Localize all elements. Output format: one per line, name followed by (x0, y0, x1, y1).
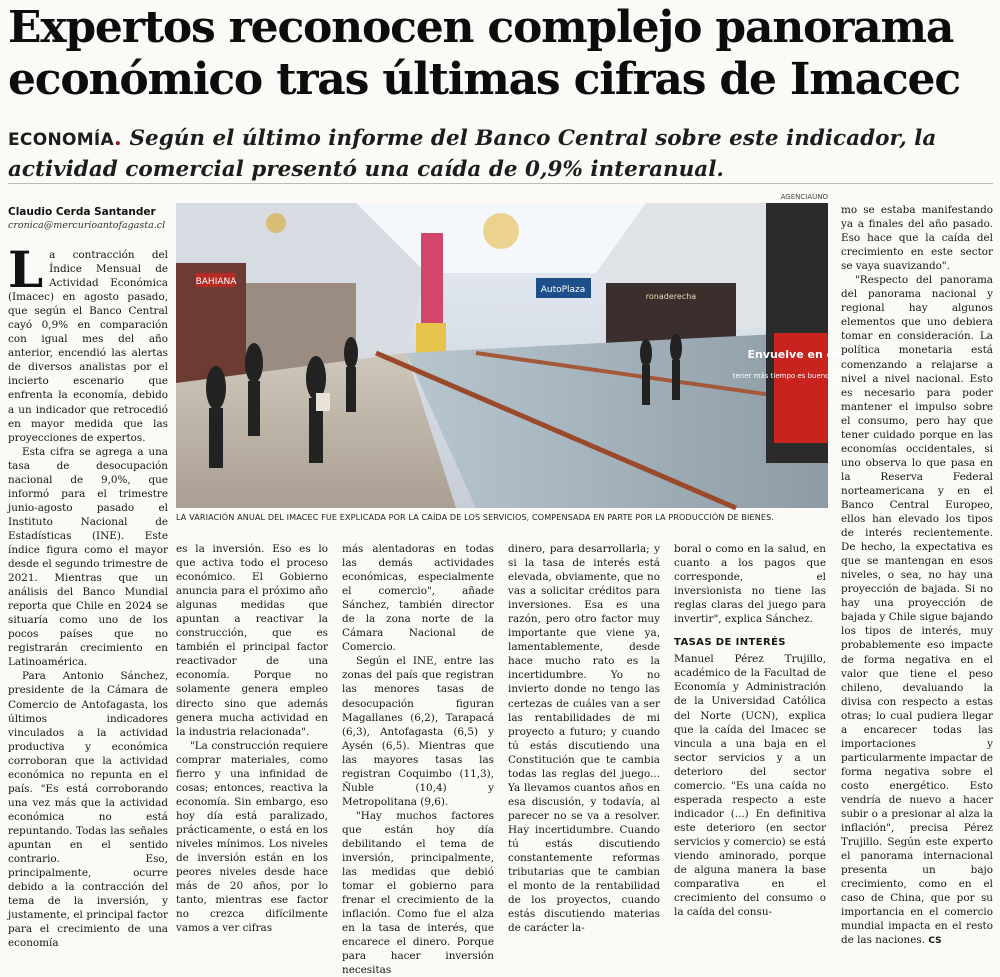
drop-cap: L (8, 240, 44, 299)
paragraph: La contracción del Índice Mensual de Actividad Económica (Imacec) en agosto pasado, que según el Banco Central cayó 0,9% en comparación con igual mes del año anterior, encendió las alertas de diversos analistas por el incierto escenario que enfrenta la economía, debido a un indicador que retrocedió en mayor medida que las proyecciones de expertos. (8, 240, 168, 444)
store-sign-3: ronaderecha (645, 292, 697, 301)
deck (8, 124, 993, 184)
store-sign-2: AutoPlaza (540, 285, 586, 295)
end-mark: CS (928, 936, 942, 947)
paragraph: mo se estaba manifestando ya a finales del año pasado. Eso hace que la caída del crecimiento en este sector se vaya suavizando". (841, 204, 993, 273)
column-2 (176, 542, 328, 935)
paragraph: "La construcción requiere comprar materiales, como fierro y una infinidad de cosas; entonces, reactiva la economía. Sin embargo, eso hoy día está paralizado, prácticamente, o está en los niveles mínimos. Los niveles de inversión están en los peores niveles desde hace más de 20 años, por lo tanto, mientras ese factor no crezca difícilmente vamos a ver cifras (176, 739, 328, 935)
banner-text: Envuelve en casa (747, 348, 855, 361)
column-1 (8, 240, 168, 950)
author-email: cronica@mercurioantofagasta.cl (8, 220, 166, 231)
paragraph: es la inversión. Eso es lo que activa todo el proceso económico. El Gobierno anuncia para el próximo año algunas medidas que apuntan a reactivar la construcción, que es también el principal factor reactivador de una economía. Porque no solamente genera empleo directo sino que además genera mucha actividad en la industria relacionada". (176, 543, 328, 738)
paragraph: Manuel Pérez Trujillo, académico de la Facultad de Economía y Administración de la Universidad Católica del Norte (UCN), explica que la caída del Imacec se vincula a una baja en el sector servicios y a un deterioro del sector comercio. "Es una caída no esperada respecto a este indicador (...) En definitiva este deterioro (en sector servicios y comercio) se está viendo aminorado, porque de alguna manera la base comparativa en el crecimiento del consumo o la caída del consu- (674, 653, 826, 919)
photo-caption: LA VARIACIÓN ANUAL DEL IMACEC FUE EXPLICADA POR LA CAÍDA DE LOS SERVICIOS, COMPENSADA EN PARTE POR LA PRODUCCIÓN DE BIENES. (176, 512, 775, 522)
store-sign-1: BAHIANA (195, 277, 237, 287)
author-name: Claudio Cerda Santander (8, 206, 156, 218)
paragraph: boral o como en la salud, en cuanto a los pagos que corresponde, el inversionista no tiene las reglas claras del juego para invertir", explica Sánchez. (674, 543, 826, 626)
column-4 (508, 542, 660, 935)
paragraph: Para Antonio Sánchez, presidente de la Cámara de Comercio de Antofagasta, los últimos indicadores vinculados a la actividad productiva y económica corroboran que la actividad económica no repunta en el país. "Es está corroborando una vez más que la actividad económica no está repuntando. Todas las señales apuntan en el sentido contrario. Eso, principalmente, ocurre debido a la contracción del tema de la inversión, y justamente, el principal factor para el crecimiento de una economía (8, 670, 168, 950)
subheading: TASAS DE INTERÉS (674, 637, 786, 649)
section-label: ECONOMÍA. (8, 125, 122, 151)
column-6 (841, 203, 993, 947)
column-3 (342, 542, 494, 977)
mall-photo-illustration (176, 203, 870, 508)
deck-text: Según el último informe del Banco Central sobre este indicador, la actividad comercial presentó una caída de 0,9% interanual. (8, 126, 937, 182)
paragraph: más alentadoras en todas las demás actividades económicas, especialmente el comercio", añade Sánchez, también director de la zona norte de la Cámara Nacional de Comercio. (342, 543, 494, 654)
headline: Expertos reconocen complejo panorama económico tras últimas cifras de Imacec (8, 2, 960, 105)
byline (8, 205, 168, 233)
divider (8, 183, 993, 184)
column-5 (674, 542, 826, 919)
mall-photo (176, 203, 870, 508)
photo-credit: AGENCIAUNO (780, 193, 828, 201)
paragraph: Según el INE, entre las zonas del país que registran las menores tasas de desocupación figuran Magallanes (6,2), Tarapacá (6,3), Antofagasta (6,5) y Aysén (6,5). Mientras que las mayores tasas las registran Coquimbo (11,3), Ñuble (10,4) y Metropolitana (9,6). (342, 655, 494, 808)
paragraph: "Hay muchos factores que están hoy día debilitando el tema de inversión, principalmente, las medidas que debió tomar el gobierno para frenar el crecimiento de la inflación. Como fue el alza en la tasa de interés, que encarece el dinero. Porque para hacer inversión necesitas (342, 809, 494, 977)
paragraph: "Respecto del panorama del panorama nacional y regional hay algunos elementos que uno debiera tomar en consideración. La política monetaria está comenzando a relajarse a nivel a nivel nacional. Esto es necesario para poder mantener el impulso sobre el consumo, pero hay que tener cuidado porque en las economías occidentales, si uno observa lo que pasa en la Reserva Federal norteamericana y en el Banco Central Europeo, ellos han elevado los tipos de interés recientemente. De hecho, la expectativa es que se mantengan en esos niveles, o sea, no hay una proyección de bajada. Si no hay una proyección de bajada y Chile sigue bajando los tipos de interés, muy probablemente eso impacte de forma negativa en el valor que tiene el peso chileno, devaluando la divisa con respecto a estas otras; lo cual pudiera llegar a encarecer todas las importaciones y particularmente impactar de forma negativa sobre el costo energético. Esto vendría de nuevo a hacer subir o a presionar al alza la inflación", precisa Pérez Trujillo. Según este experto el panorama internacional presenta un bajo crecimiento, como en el caso de China, que por su importancia en el comercio mundial impacta en el resto de las naciones. CS (841, 274, 993, 947)
paragraph: Esta cifra se agrega a una tasa de desocupación nacional de 9,0%, que informó para el trimestre junio-agosto pasado el Instituto Nacional de Estadísticas (INE). Este índice figura como el mayor desde el segundo trimestre de 2021. Mientras que un análisis del Banco Mundial reporta que Chile en 2024 se situaría como uno de los pocos países que no registrarán crecimiento en Latinoamérica. (8, 445, 168, 669)
banner-subtext: tener más tiempo es bueno para todos (732, 372, 870, 380)
paragraph: dinero, para desarrollarla; y si la tasa de interés está elevada, obviamente, que no vas a solicitar créditos para inversiones. Esa es una razón, pero otro factor muy importante que viene ya, lamentablemente, desde hace mucho rato es la incertidumbre. Yo no invierto donde no tengo las certezas de cuáles van a ser las rentabilidades de mi proyecto a futuro; y cuando tú estás discutiendo una Constitución que te cambia todas las reglas del juego... Ya llevamos cuantos años en esa discusión, y todavía, al parecer no se va a resolver. Hay incertidumbre. Cuando tú estás discutiendo constantemente reformas tributarias que te cambian el monto de la rentabilidad de los proyectos, cuando estás discutiendo materias de carácter la- (508, 543, 660, 935)
